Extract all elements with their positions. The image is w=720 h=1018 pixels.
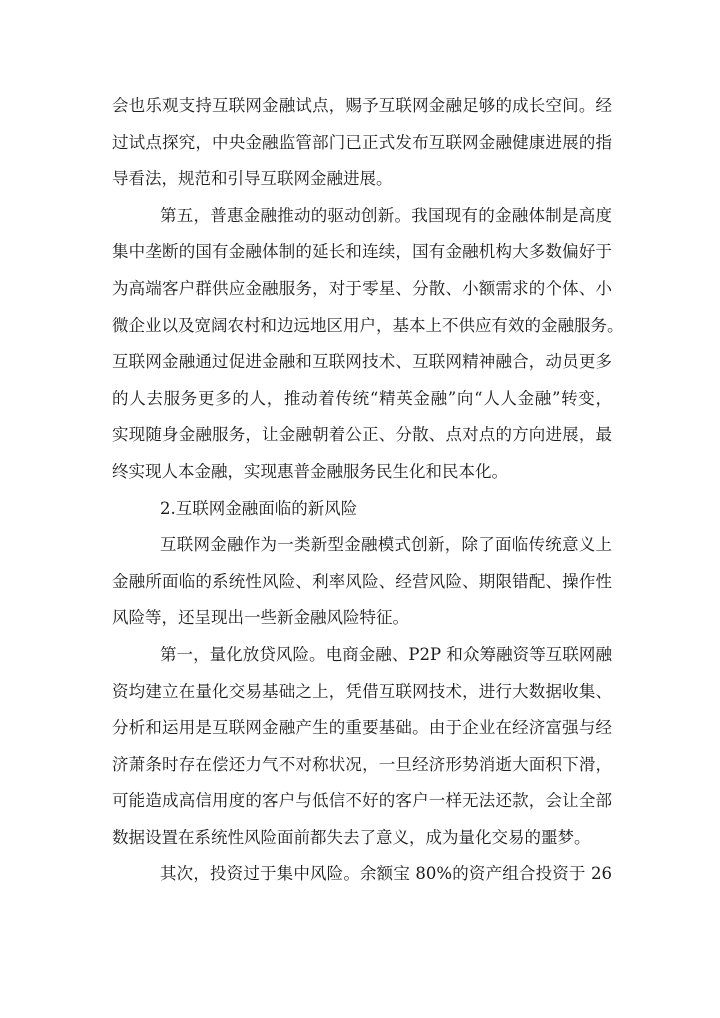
heading-text: 2.互联网金融面临的新风险 [160,498,358,518]
paragraph-new-risks [112,527,612,637]
text-line: 济萧条时存在偿还力气不对称状况，一旦经济形势消逝大面积下滑， [112,754,612,774]
text-line: 资均建立在量化交易基础之上，凭借互联网技术，进行大数据收集、 [112,681,612,701]
section-heading [112,491,612,528]
text-line: 微企业以及宽阔农村和边远地区用户，基本上不供应有效的金融服务。 [112,315,624,335]
text-line: 其次，投资过于集中风险。余额宝 80%的资产组合投资于 26 [160,864,612,884]
text-line: 实现随身金融服务，让金融朝着公正、分散、点对点的方向进展，最 [112,425,612,445]
text-line: 导看法，规范和引导互联网金融进展。 [112,169,393,189]
text-line: 的人去服务更多的人，推动着传统“精英金融”向“人人金融”转变， [112,388,612,408]
text-line: 互联网金融作为一类新型金融模式创新，除了面临传统意义上 [160,535,612,555]
paragraph-second-risk [112,856,612,893]
text-line: 分析和运用是互联网金融产生的重要基础。由于企业在经济富强与经 [112,718,612,738]
text-line: 过试点探究，中央金融监管部门已正式发布互联网金融健康进展的指 [112,132,612,152]
document-body [112,88,624,893]
paragraph-continued [112,88,612,198]
paragraph-first-risk [112,637,612,857]
text-line: 互联网金融通过促进金融和互联网技术、互联网精神融合，动员更多 [112,352,612,372]
text-line: 第五，普惠金融推动的驱动创新。我国现有的金融体制是高度 [160,205,612,225]
text-line: 可能造成高信用度的客户与低信不好的客户一样无法还款，会让全部 [112,791,612,811]
paragraph-fifth-point [112,198,624,491]
text-line: 终实现人本金融，实现惠普金融服务民生化和民本化。 [112,461,508,481]
text-line: 集中垄断的国有金融体制的延长和连续，国有金融机构大多数偏好于 [112,242,612,262]
text-line: 第一，量化放贷风险。电商金融、P2P 和众筹融资等互联网融 [160,644,612,664]
text-line: 金融所面临的系统性风险、利率风险、经营风险、期限错配、操作性 [112,571,612,591]
text-line: 数据设置在系统性风险面前都失去了意义，成为量化交易的噩梦。 [112,827,591,847]
text-line: 为高端客户群供应金融服务，对于零星、分散、小额需求的个体、小 [112,278,612,298]
text-line: 风险等，还呈现出一些新金融风险特征。 [112,608,409,628]
text-line: 会也乐观支持互联网金融试点，赐予互联网金融足够的成长空间。经 [112,96,612,115]
